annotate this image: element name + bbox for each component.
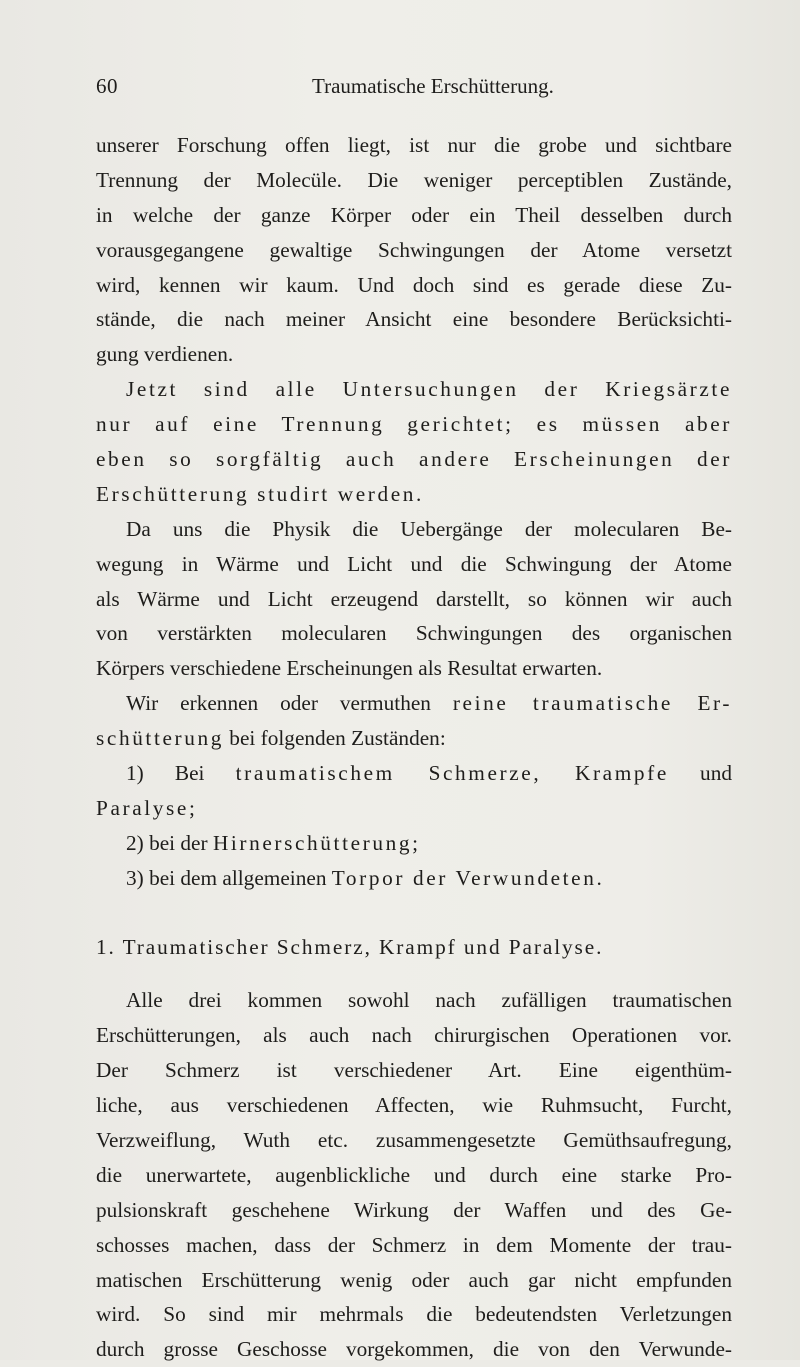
text-line: durch grosse Geschosse vorgekommen, die von den Verwunde- [96,1337,732,1362]
text-line: liche, aus verschiedenen Affecten, wie Ruhmsucht, Furcht, [96,1093,732,1118]
text-line: matischen Erschütterung wenig oder auch gar nicht empfunden [96,1267,732,1292]
emphasis-fragment: reine traumatische Er- [452,691,732,716]
text-line: Trennung der Molecüle. Die weniger perceptiblen Zustände, [96,167,732,192]
emphasis-line: eben so sorgfältig auch andere Erscheinungen der [96,447,732,472]
text-line [96,721,732,756]
text-line: unserer Forschung offen liegt, ist nur die grobe und sichtbare [96,133,732,157]
emphasis-fragment: schütterung [96,726,224,751]
text-line: vorausgegangene gewaltige Schwingungen der Atome versetzt [96,237,732,262]
body-text [96,128,732,1367]
spacer [96,896,732,931]
text-line: pulsionskraft geschehene Wirkung der Waffen und des Ge- [96,1197,732,1222]
emphasis-fragment: traumatischem Schmerze, Krampfe [235,761,669,786]
section-heading: 1. Traumatischer Schmerz, Krampf und Paralyse. [96,935,604,960]
emphasis-fragment: Torpor der Verwundeten [331,865,597,890]
page-header [96,74,736,108]
text-fragment: . [596,865,602,890]
text-line: von verstärkten molecularen Schwingungen des organischen [96,621,732,646]
text-line: gung verdienen. [96,342,234,367]
emphasis-line: nur auf eine Trennung gerichtet; es müssen aber [96,412,732,437]
emphasis-line: Erschütterung studirt werden. [96,481,424,506]
text-line: Verzweiflung, Wuth etc. zusammengesetzte Gemüthsaufregung, [96,1127,732,1152]
emphasis-fragment: Hirnerschütterung [212,830,413,855]
text-line: in welche der ganze Körper oder ein Theil desselben durch [96,202,732,227]
text-line: wird, kennen wir kaum. Und doch sind es gerade diese Zu- [96,272,732,297]
text-line: Da uns die Physik die Uebergänge der molecularen Be- [126,516,732,541]
emphasis-line: Jetzt sind alle Untersuchungen der Kriegsärzte [126,377,732,402]
text-line: wird. So sind mir mehrmals die bedeutendsten Verletzungen [96,1302,732,1327]
text-fragment: und [668,761,732,786]
text-line: die unerwartete, augenblickliche und durch eine starke Pro- [96,1162,732,1187]
text-line: Erschütterungen, als auch nach chirurgischen Operationen vor. [96,1023,732,1048]
text-fragment: Wir erkennen oder vermuthen [126,691,453,716]
running-title: Traumatische Erschütterung. [312,74,554,98]
text-line: Alle drei kommen sowohl nach zufälligen traumatischen [126,988,732,1013]
text-fragment: bei folgenden Zuständen: [223,726,446,751]
text-line: als Wärme und Licht erzeugend darstellt, so können wir auch [96,586,732,611]
text-line: stände, die nach meiner Ansicht eine besondere Berücksichti- [96,307,732,332]
list-item [96,826,732,861]
page-number: 60 [96,74,118,98]
text-line: schosses machen, dass der Schmerz in dem Momente der trau- [96,1232,732,1257]
list-item-prefix: 2) bei der [126,830,213,855]
text-line [96,686,732,721]
text-line: Körpers verschiedene Erscheinungen als Resultat erwarten. [96,656,603,681]
text-fragment: ; [412,830,419,855]
text-line: Der Schmerz ist verschiedener Art. Eine eigenthüm- [96,1058,732,1083]
list-item [96,756,732,791]
list-item-prefix: 1) Bei [126,761,236,786]
list-item-prefix: 3) bei dem allgemeinen [126,865,332,890]
list-item-continuation: Paralyse; [96,795,198,820]
list-item [96,861,732,896]
spacer [96,965,732,983]
text-line: wegung in Wärme und Licht und die Schwingung der Atome [96,551,732,576]
